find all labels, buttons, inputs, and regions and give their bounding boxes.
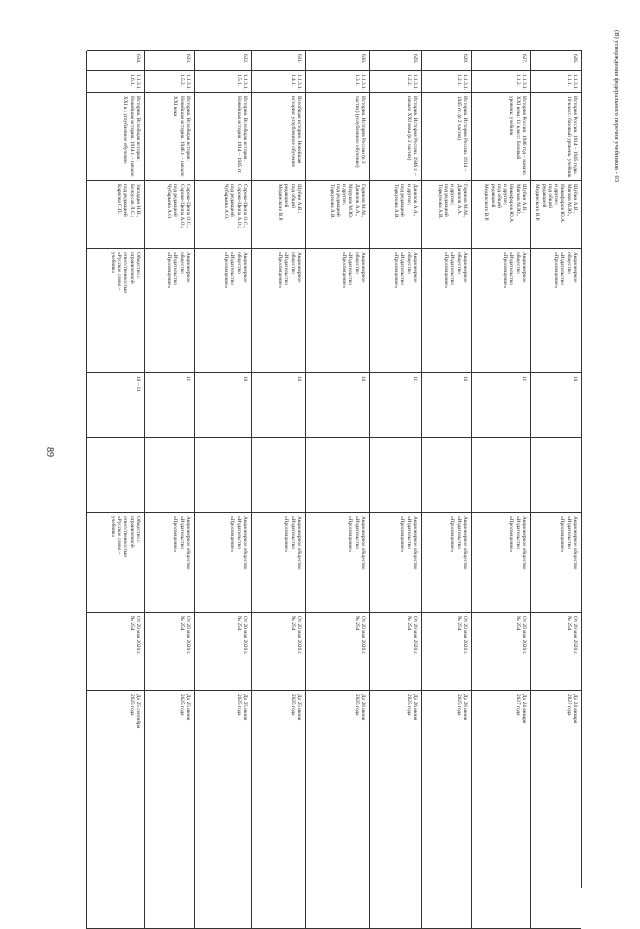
cell-organization: Акционерное общество «Издательство «Просвещение» <box>421 513 471 613</box>
cell-code: 1.1.3.1. 1.4.1. <box>251 71 305 93</box>
cell-publisher: Общество с ограниченной ответственностью «Русское слово – учебник» <box>86 249 144 373</box>
cell-order: От 20 мая 2020 г. № 254 <box>421 613 471 691</box>
cell-number: 633. <box>144 51 194 71</box>
cell-order: От 20 мая 2020 г. № 254 <box>471 613 530 691</box>
cell-order: От 20 мая 2020 г. № 254 <box>305 613 369 691</box>
cell-level <box>530 438 581 513</box>
cell-organization: Акционерное общество «Издательство «Просвещение» <box>251 513 305 613</box>
cell-code: 1.1.3.1. 1.3.1. <box>305 71 369 93</box>
cell-level <box>251 438 305 513</box>
cell-publisher: Акционерное общество «Издательство «Просвещение» <box>194 249 251 373</box>
cell-valid-until: До 25 июня 2025 года <box>251 691 305 929</box>
table-row <box>86 51 144 888</box>
cell-number: 630. <box>305 51 369 71</box>
cell-authors: Шубин А.В., Мягков М.Ю., Никифоров Ю.А. и другие; под общей редакцией Мединского В.Р. <box>471 181 530 249</box>
cell-valid-until: До 26 июня 2025 года <box>421 691 471 929</box>
cell-number: 634. <box>86 51 144 71</box>
cell-order: От 20 мая 2020 г. № 254 <box>369 613 421 691</box>
cell-code: 1.1.3.1. 1.5.1. <box>194 71 251 93</box>
cell-publisher: Акционерное общество «Издательство «Просвещение» <box>369 249 421 373</box>
cell-valid-until: До 26 июня 2025 года <box>369 691 421 929</box>
cell-organization: Общество с ограниченной ответственностью «Русское слово – учебник» <box>86 513 144 613</box>
cell-level <box>194 438 251 513</box>
page-number: 89 <box>44 447 55 457</box>
cell-code: 1.1.3.1. 1.5.2. <box>144 71 194 93</box>
cell-number: 628. <box>421 51 471 71</box>
cell-valid-until: До 25 июня 2025 года <box>194 691 251 929</box>
table-row <box>305 51 369 888</box>
cell-grade: 10 <box>421 373 471 438</box>
cell-grade: 10 <box>251 373 305 438</box>
cell-code: 1.1.3.1. 1.1.1. <box>530 71 581 93</box>
cell-authors: Загладин Н.В., Белоусов Л.С.; под редакцией Карпова С.П. <box>86 181 144 249</box>
cell-organization: Акционерное общество «Издательство «Просвещение» <box>194 513 251 613</box>
cell-authors: Сороко-Цюпа О.С., Сороко-Цюпа А.О.; под редакцией Чубарьяна А.О. <box>144 181 194 249</box>
cell-grade: 10 <box>305 373 369 438</box>
cell-order: От 20 мая 2020 г. № 254 <box>86 613 144 691</box>
cell-order: От 20 мая 2020 г. № 254 <box>251 613 305 691</box>
table-row <box>471 51 530 888</box>
cell-authors: Горинов М.М., Данилов А.А., Моруков М.Ю. и другие; под редакцией Торкунова А.В. <box>305 181 369 249</box>
cell-authors: Сороко-Цюпа О.С., Сороко-Цюпа А.О.; под редакцией Чубарьяна А.О. <box>194 181 251 249</box>
cell-valid-until: До 24 января 2027 года <box>471 691 530 929</box>
cell-publisher: Акционерное общество «Издательство «Просвещение» <box>471 249 530 373</box>
cell-number: 631. <box>251 51 305 71</box>
cell-order: От 20 мая 2020 г. № 254 <box>530 613 581 691</box>
cell-title: История. История России. 1946 г. – начало XXI века (в 2 частях) <box>369 93 421 181</box>
cell-title: История. Всеобщая история. Новейшая история. 1946 г. – начало XXI века <box>144 93 194 181</box>
cell-title: История России. 1946 год – начало XXI века: 11 класс: базовый уровень: учебник <box>471 93 530 181</box>
cell-grade: 10 – 11 <box>86 373 144 438</box>
cell-grade: 10 <box>530 373 581 438</box>
cell-publisher: Акционерное общество «Издательство «Просвещение» <box>251 249 305 373</box>
table-row <box>194 51 251 888</box>
cell-level <box>144 438 194 513</box>
cell-valid-until: До 25 июня 2025 года <box>144 691 194 929</box>
cell-organization: Акционерное общество «Издательство «Просвещение» <box>305 513 369 613</box>
cell-grade: 11 <box>471 373 530 438</box>
cell-code: 1.1.3.1. 1.1.2. <box>471 71 530 93</box>
cell-valid-until: До 25 сентября 2025 года <box>86 691 144 929</box>
cell-code: 1.1.3.1. 1.2.1. <box>421 71 471 93</box>
table-row <box>144 51 194 888</box>
cell-level <box>471 438 530 513</box>
cell-title: История России. 1914 – 1945 годы. 10-класс: базовый уровень: учебник <box>530 93 581 181</box>
cell-organization: Акционерное общество «Издательство «Просвещение» <box>144 513 194 613</box>
cell-publisher: Акционерное общество «Издательство «Просвещение» <box>144 249 194 373</box>
cell-organization: Акционерное общество «Издательство «Просвещение» <box>530 513 581 613</box>
cell-number: 626. <box>530 51 581 71</box>
cell-organization: Акционерное общество «Издательство «Просвещение» <box>471 513 530 613</box>
cell-code: 1.1.3.1. 1.2.2. <box>369 71 421 93</box>
cell-number: 632. <box>194 51 251 71</box>
cell-level <box>86 438 144 513</box>
cell-title: История. История России (в 3 частях) (углубленное обучение) <box>305 93 369 181</box>
cell-publisher: Акционерное общество «Издательство «Просвещение» <box>421 249 471 373</box>
cell-title: История. История России. 1914 – 1945 гг. (в 2 частях) <box>421 93 471 181</box>
cell-publisher: Акционерное общество «Издательство «Просвещение» <box>305 249 369 373</box>
cell-authors: Горинов М.М., Данилов А.А. и другие; под редакцией Торкунова А.В. <box>421 181 471 249</box>
cell-title: История. Всеобщая история. Новейшая история. 1914 г. – начало XXI в.: углубленное обучение <box>86 93 144 181</box>
cell-level <box>421 438 471 513</box>
cell-level <box>369 438 421 513</box>
textbook-table <box>87 50 582 888</box>
table-row <box>421 51 471 888</box>
cell-authors: Данилов А.А., и другие; под редакцией Торкунова А.В. <box>369 181 421 249</box>
table-row <box>369 51 421 888</box>
cell-number: 629. <box>369 51 421 71</box>
cell-authors: Шубин А.В., Мягков М.Ю., Никифоров Ю.А. и другие; под общей редакцией Мединского В.Р. <box>530 181 581 249</box>
cell-title: История. Всеобщая история. Новейшая история. 1914 – 1945 гг. <box>194 93 251 181</box>
footnote: (В) утверждения федерального перечня учебников - 03 <box>613 30 620 182</box>
cell-number: 627. <box>471 51 530 71</box>
cell-level <box>305 438 369 513</box>
cell-grade: 11 <box>144 373 194 438</box>
cell-valid-until: До 24 января 2027 года <box>530 691 581 929</box>
table-row <box>530 51 581 888</box>
table-row <box>251 51 305 888</box>
cell-order: От 20 мая 2020 г. № 254 <box>144 613 194 691</box>
cell-order: От 20 мая 2020 г. № 254 <box>194 613 251 691</box>
cell-title: Всеобщая история. Новейшая история: углубленное обучение <box>251 93 305 181</box>
cell-organization: Акционерное общество «Издательство «Просвещение» <box>369 513 421 613</box>
cell-grade: 10 <box>194 373 251 438</box>
cell-authors: Шубин А.В.; под общей редакцией Мединского В.Р. <box>251 181 305 249</box>
cell-grade: 11 <box>369 373 421 438</box>
cell-valid-until: До 26 июня 2025 года <box>305 691 369 929</box>
cell-code: 1.1.3.1. 1.6.1. <box>86 71 144 93</box>
cell-publisher: Акционерное общество «Издательство «Просвещение» <box>530 249 581 373</box>
